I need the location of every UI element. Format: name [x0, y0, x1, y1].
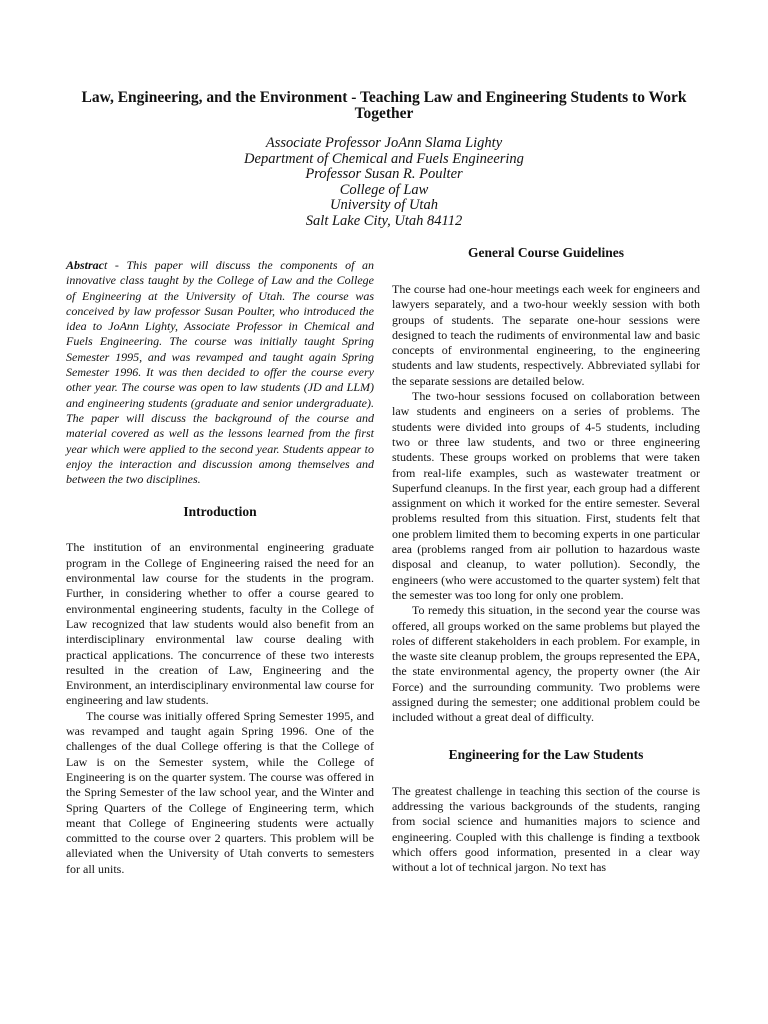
abstract-text: t - This paper will discuss the components of an innovative class taught by the College of Law and the College of Engineering at the University of Utah. The course was conceived by law professor Susan Poulter, who introduced the idea to JoAnn Lighty, Associate Professor in Chemical and Fuels Engineering. The course was initially taught Spring Semester 1995, and was revamped and taught again Spring Semester 1996. It was then decided to offer the course every other year. The course was open to law students (JD and LLM) and engineering students (graduate and senior undergraduate). The paper will discuss the background of the course and material covered as well as the lessons learned from the first year which were applied to the second year. Students appear to enjoy the interaction and discussion among themselves and between the two disciplines.	[66, 258, 374, 487]
author-line: Professor Susan R. Poulter	[305, 166, 463, 182]
guidelines-paragraph: The course had one-hour meetings each week for engineers and lawyers separately, and a two-hour weekly session with both groups of students. The separate one-hour sessions were designed to teach the rudiments of environmental law and basic concepts of environmental engineering, to the engineering students and law students, respectively. Abbreviated syllabi for the separate sessions are detailed below.	[392, 282, 700, 388]
author-line: College of Law	[339, 181, 429, 198]
law-students-heading: Engineering for the Law Students	[448, 746, 644, 762]
introduction-paragraph: The course was initially offered Spring Semester 1995, and was revamped and taught again Spring 1996. One of the challenges of the dual College offering is that the College of Law is on the Semester system, while the College of Engineering is on the quarter system. The course was offered in the Spring Semester of the law school year, and the Winter and Spring Quarters of the College of Engineering term, which meant that College of Engineering students were actually committed to the course over 2 quarters. This problem will be alleviated when the University of Utah converts to semesters for all units.	[66, 708, 374, 876]
author-line: Salt Lake City, Utah 84112	[305, 212, 463, 229]
author-line: Department of Chemical and Fuels Engineering	[244, 150, 524, 167]
guidelines-paragraph: The two-hour sessions focused on collaboration between law students and engineers on a series of problems. The students were divided into groups of 4-5 students, including two or three law students, and two or three engineering students. These groups worked on problems that were taken from real-life examples, such as wastewater treatment or Superfund cleanups. In the first year, each group had a different assignment on which it worked for the entire semester. Several problems resulted from this situation. First, students felt that one problem limited them to becoming experts in one particular area (problems ranged from air pollution to hazardous waste disposal and cleanup, to water pollution). Secondly, the engineers (who were accustomed to the quarter system) felt that the semester was too long for only one problem.	[392, 389, 700, 602]
guidelines-paragraph: To remedy this situation, in the second year the course was offered, all groups worked on the same problems but played the roles of different stakeholders in each problem. For example, in the waste site cleanup problem, the groups represented the EPA, the state environmental agency, the property owner (the Air Force) and the surrounding community. Two problems were assigned during the semester; one additional problem could be included without a great deal of difficulty.	[392, 603, 700, 725]
right-column	[392, 245, 700, 875]
guidelines-heading: General Course Guidelines	[468, 245, 624, 260]
abstract-lead: Abstrac	[66, 258, 105, 272]
law-students-paragraph: The greatest challenge in teaching this section of the course is addressing the various backgrounds of the students, ranging from social science and humanities majors to science and engineering. Coupled with this challenge is finding a textbook which offers good information, presented in a clear way without a lot of technical jargon. No text has	[392, 783, 700, 875]
abstract	[66, 258, 374, 487]
left-column	[66, 258, 374, 877]
author-block	[120, 136, 648, 229]
paper-title: Law, Engineering, and the Environment - Teaching Law and Engineering Students to Work Together	[81, 89, 687, 122]
author-line: University of Utah	[330, 197, 438, 213]
introduction-paragraph: The institution of an environmental engineering graduate program in the College of Engineering raised the need for an environmental law course for the students in the program. Further, in considering whether to offer a course geared to environmental engineering students, faculty in the College of Law recognized that law students would also benefit from an interdisciplinary environmental law course dealing with practical applications. The concurrence of these two interests resulted in the creation of Law, Engineering and the Environment, an interdisciplinary environmental law course for engineering and law students.	[66, 540, 374, 708]
introduction-heading: Introduction	[183, 504, 257, 520]
author-line: Associate Professor JoAnn Slama Lighty	[265, 135, 503, 151]
